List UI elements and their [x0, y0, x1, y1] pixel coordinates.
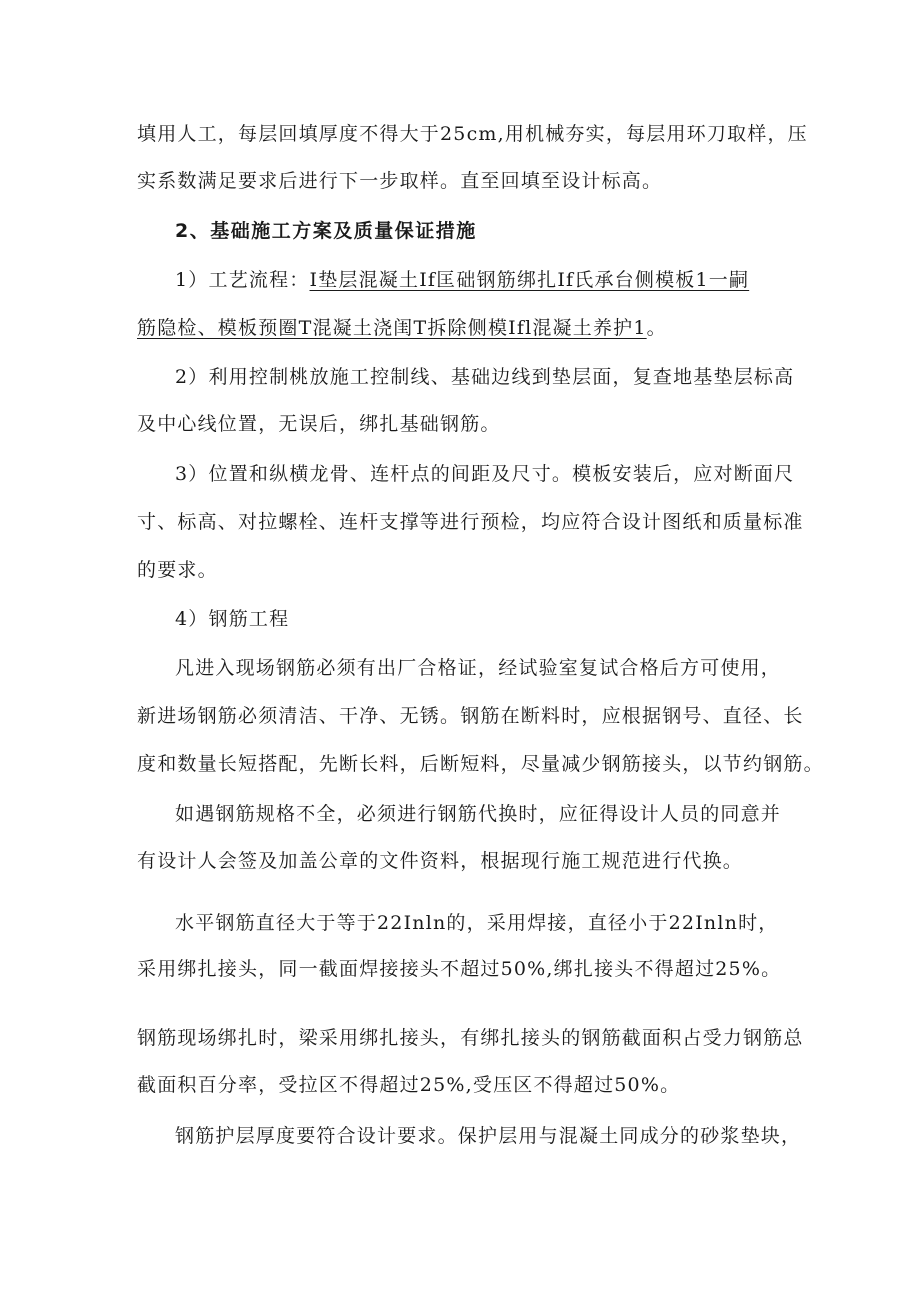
paragraph-substitution-line-1: 如遇钢筋规格不全，必须进行钢筋代换时，应征得设计人员的同意并	[175, 803, 782, 825]
paragraph-site-binding-line-2: 截面积百分率，受拉区不得超过25%,受压区不得超过50%。	[137, 1074, 681, 1096]
paragraph-horizontal-line-2: 采用绑扎接头，同一截面焊接接头不超过50%,绑扎接头不得超过25%。	[137, 958, 782, 980]
paragraph-backfill-line-2: 实系数满足要求后进行下一步取样。直至回填至设计标高。	[137, 170, 663, 192]
process-flow-part-1: I垫层混凝土If匡础钢筋绑扎If氏承台侧模板1一嗣	[309, 269, 750, 291]
item-1-line-2	[137, 315, 667, 341]
process-flow-end: 。	[646, 317, 667, 339]
paragraph-substitution-line-2: 有设计人会签及加盖公章的文件资料，根据现行施工规范进行代换。	[137, 850, 744, 872]
process-flow-part-2: 筋隐检、模板预圈T混凝土浇闺T拆除侧模Ifl混凝土养护1	[137, 317, 647, 339]
item-1-line-1	[175, 267, 749, 293]
item-1-prefix: 1）工艺流程：	[175, 269, 310, 291]
paragraph-backfill-line-1: 填用人工，每层回填厚度不得大于25cm,用机械夯实，每层用环刀取样，压	[137, 123, 808, 145]
paragraph-cover-line-1: 钢筋护层厚度要符合设计要求。保护层用与混凝土同成分的砂浆垫块，	[175, 1125, 802, 1147]
item-3-line-1: 3）位置和纵横龙骨、连杆点的间距及尺寸。模板安装后，应对断面尺	[175, 463, 795, 485]
item-2-line-1: 2）利用控制桃放施工控制线、基础边线到垫层面，复查地基垫层标高	[175, 366, 795, 388]
paragraph-horizontal-line-1: 水平钢筋直径大于等于22Inln的，采用焊接，直径小于22Inln时，	[175, 912, 779, 934]
item-2-line-2: 及中心线位置，无误后，绑扎基础钢筋。	[137, 413, 501, 435]
item-3-line-3: 的要求。	[137, 559, 218, 581]
section-heading: 2、基础施工方案及质量保证措施	[175, 220, 477, 242]
paragraph-site-binding-line-1: 钢筋现场绑扎时，梁采用绑扎接头，有绑扎接头的钢筋截面积占受力钢筋总	[137, 1027, 804, 1049]
paragraph-rebar-entry-line-3: 度和数量长短搭配，先断长料，后断短料，尽量减少钢筋接头，以节约钢筋。	[137, 753, 824, 775]
paragraph-rebar-entry-line-2: 新进场钢筋必须清洁、干净、无锈。钢筋在断料时，应根据钢号、直径、长	[137, 705, 804, 727]
item-4-heading: 4）钢筋工程	[175, 608, 290, 630]
paragraph-rebar-entry-line-1: 凡进入现场钢筋必须有出厂合格证，经试验室复试合格后方可使用，	[175, 657, 782, 679]
item-3-line-2: 寸、标高、对拉螺栓、连杆支撑等进行预检，均应符合设计图纸和质量标准	[137, 511, 804, 533]
